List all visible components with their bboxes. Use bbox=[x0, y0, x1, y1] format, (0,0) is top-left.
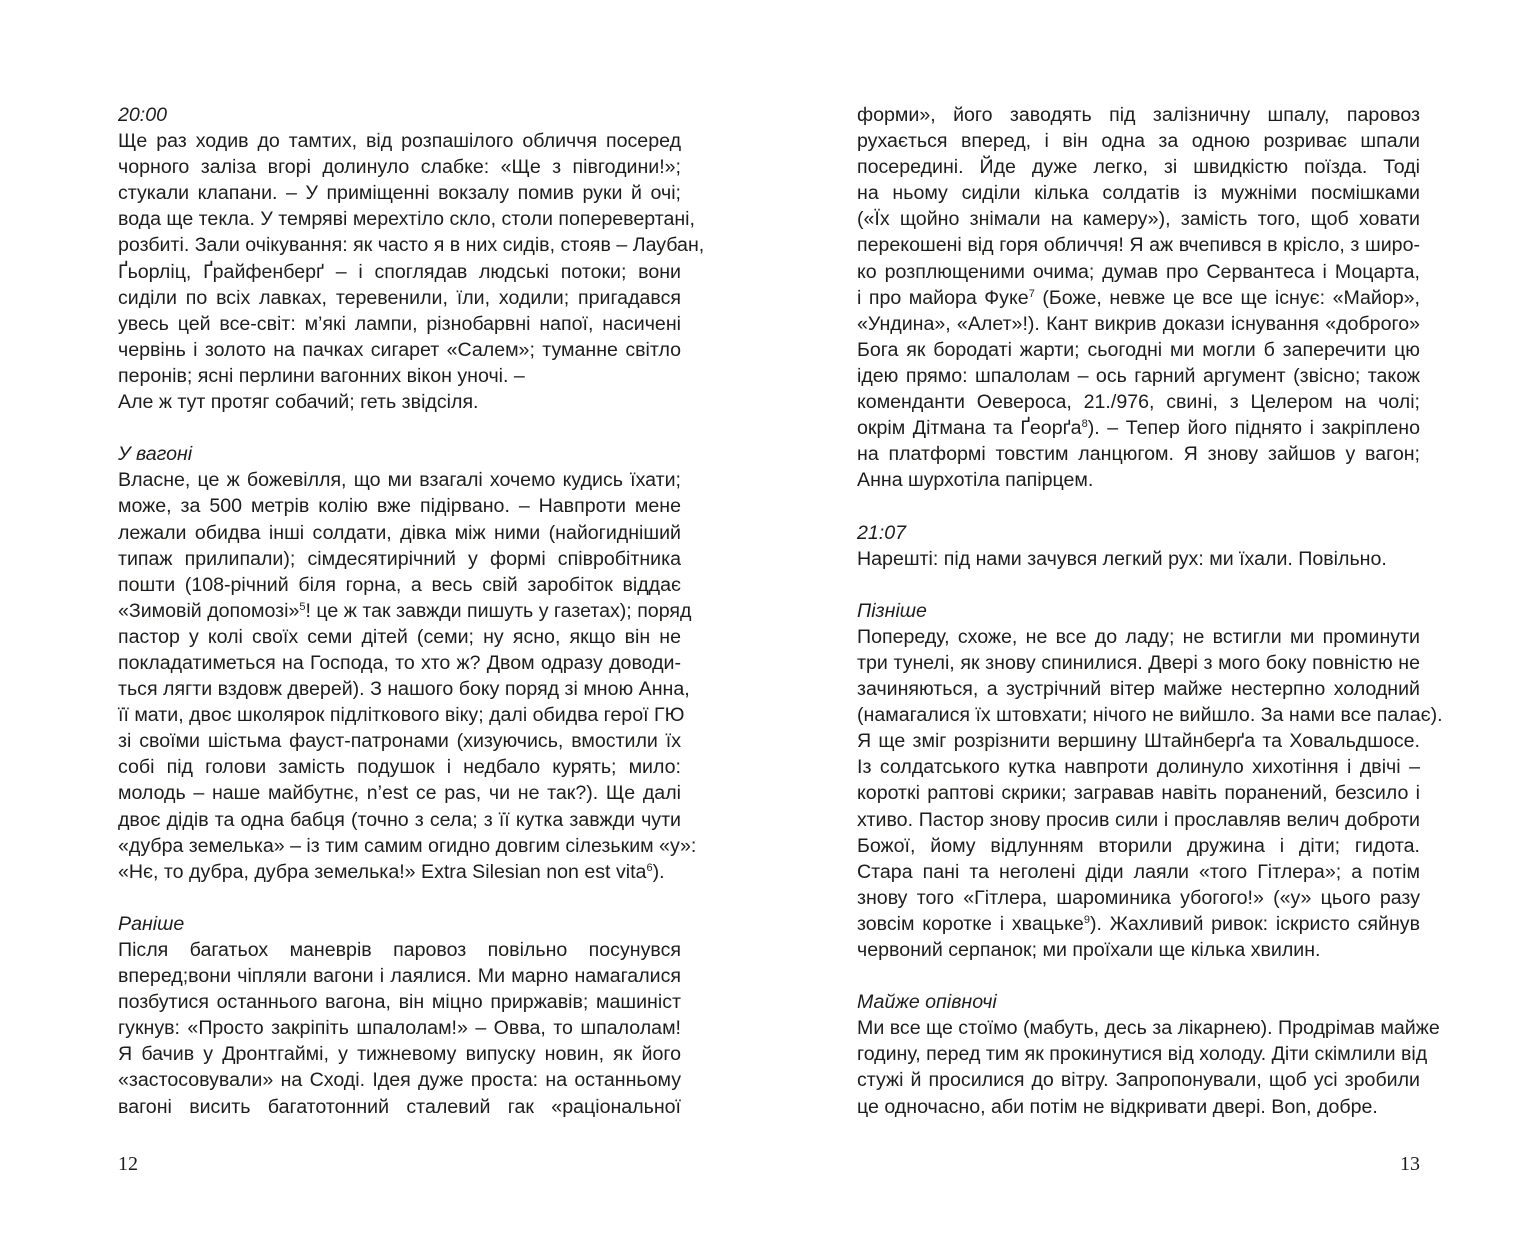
text-line: ко розплющеними очима; думав про Сервантеса і Моцарта, bbox=[857, 260, 1420, 283]
text-line: Попереду, схоже, не все до ладу; не встигли ми проминути bbox=[857, 625, 1420, 648]
text-line: пошти (108-річний біля горна, а весь свій заробіток віддає bbox=[118, 573, 681, 596]
text-line: її мати, двоє школярок підліткового віку; далі обидва герої ГЮ bbox=[118, 704, 685, 727]
footnote-marker: 9 bbox=[1083, 913, 1090, 926]
text-line: типаж прилипали); сімдесятирічний у формі співробітника bbox=[118, 547, 681, 570]
text-line: Я ще зміг розрізнити вершину Штайнберґа та Ховальдшосе. bbox=[857, 730, 1420, 753]
paragraph-gap bbox=[118, 415, 681, 441]
paragraph-gap bbox=[857, 493, 1420, 519]
paragraph-gap bbox=[857, 572, 1420, 598]
right-page bbox=[857, 0, 1443, 1240]
text-line: стукали клапани. – У приміщенні вокзалу помив руки й очі; bbox=[118, 182, 681, 205]
text-line: перонів; ясні перлини вагонних вікон уночі. – bbox=[118, 364, 525, 387]
text-line: Анна шурхотіла папірцем. bbox=[857, 469, 1094, 492]
text-line: перекошені від горя обличчя! Я аж вчепився в крісло, з широ- bbox=[857, 234, 1420, 257]
text-line: Я бачив у Дронтгаймі, у тижневому випуску новин, як його bbox=[118, 1043, 681, 1066]
text-line: «Ундина», «Алет»!). Кант викрив докази існування «доброго» bbox=[857, 312, 1420, 335]
text-line: лежали обидва інші солдати, дівка між ними (найогидніший bbox=[118, 521, 681, 544]
page-number: 13 bbox=[1400, 1153, 1420, 1175]
text-line: знову того «Гітлера, шароминика убогого!» («у» цього разу bbox=[857, 886, 1420, 909]
text-line: собі під голови замість подушок і недбало курять; мило: bbox=[118, 756, 681, 779]
text-line: (намагалися їх штовхати; нічого не вийшло. За нами все палає). bbox=[857, 704, 1443, 727]
text-line: Божої, йому відлунням вторили дружина і діти; гидота. bbox=[857, 834, 1420, 857]
text-line: пастор у колі своїх семи дітей (семи; ну ясно, якщо він не bbox=[118, 625, 681, 648]
text-line: окрім Дітмана та Ґеорґа$^8$). – Тепер його піднято і закріплено bbox=[857, 417, 1420, 440]
text-line: три тунелі, як знову спинилися. Двері з мого боку повністю не bbox=[857, 651, 1420, 674]
text-line: увесь цей все-світ: м’які лампи, різнобарвні напої, насичені bbox=[118, 312, 681, 335]
text-line: ідею прямо: шпалолам – ось гарний аргумент (звісно; також bbox=[857, 364, 1420, 387]
text-line: сиділи по всіх лавках, теревенили, їли, ходили; пригадався bbox=[118, 286, 681, 309]
text-line: двоє дідів та одна бабця (точно з села; з її кутка завжди чути bbox=[118, 808, 681, 831]
section-heading: У вагоні bbox=[118, 443, 193, 466]
text-line: зачиняються, а зустрічний вітер майже нестерпно холодний bbox=[857, 678, 1420, 701]
text-line: червінь і золото на пачках сигарет «Салем»; туманне світло bbox=[118, 338, 681, 361]
text-line: Ще раз ходив до тамтих, від розпашілого обличчя посеред bbox=[118, 130, 681, 153]
footnote-marker: 7 bbox=[1028, 287, 1035, 300]
left-page-text bbox=[118, 102, 705, 1120]
text-line: може, за 500 метрів колію вже підірвано. – Навпроти мене bbox=[118, 495, 681, 518]
text-line: розбиті. Зали очікування: як часто я в них сидів, стояв – Лаубан, bbox=[118, 234, 705, 257]
text-line: вперед;вони чіпляли вагони і лаялися. Ми марно намагалися bbox=[118, 965, 681, 988]
text-line: форми», його заводять під залізничну шпалу, паровоз bbox=[857, 104, 1420, 126]
text-line: Після багатьох маневрів паровоз повільно посунувся bbox=[118, 939, 681, 961]
text-line: Стара пані та неголені діди лаяли «того Гітлера»; а потім bbox=[857, 860, 1420, 883]
text-line: і про майора Фуке$^7$ (Боже, невже це все ще існує: «Майор», bbox=[857, 286, 1421, 309]
text-line: Із солдатського кутка навпроти долинуло хихотіння і двічі – bbox=[857, 756, 1420, 779]
text-line: на ньому сиділи кілька солдатів із мужніми посмішками bbox=[857, 182, 1420, 205]
text-line: «дубра земелька» – із тим самим огидно довгим сілезьким «у»: bbox=[118, 834, 697, 857]
text-line: покладатиметься на Господа, то хто ж? Двом одразу доводи- bbox=[118, 651, 681, 674]
text-line: рухається вперед, і він одна за одною розриває шпали bbox=[857, 130, 1420, 153]
text-line: вода ще текла. У темряві мерехтіло скло, столи поперевертані, bbox=[118, 208, 695, 231]
text-line: «застосовували» на Сході. Ідея дуже проста: на останньому bbox=[118, 1069, 681, 1092]
text-line: на платформі товстим ланцюгом. Я знову зайшов у вагон; bbox=[857, 443, 1420, 466]
text-line: стужі й просилися до вітру. Запропонували, щоб усі зробили bbox=[857, 1069, 1420, 1092]
text-line: Власне, це ж божевілля, що ми взагалі хочемо кудись їхати; bbox=[118, 469, 681, 492]
text-line: це одночасно, аби потім не відкривати двері. Bon, добре. bbox=[857, 1095, 1378, 1118]
text-line: позбутися останнього вагона, він міцно приржавів; машиніст bbox=[118, 991, 681, 1014]
section-heading: Раніше bbox=[118, 912, 185, 935]
text-line: вагоні висить багатотонний сталевий гак «раціональної bbox=[118, 1095, 681, 1118]
text-line: Ми все ще стоїмо (мабуть, десь за лікарнею). Продрімав майже bbox=[857, 1017, 1440, 1040]
paragraph-gap bbox=[118, 885, 681, 911]
right-page-text bbox=[857, 102, 1443, 1120]
section-heading: Майже опівночі bbox=[857, 991, 997, 1014]
text-line: ться лягти вздовж дверей). З нашого боку поряд зі мною Анна, bbox=[118, 678, 690, 701]
paragraph-gap bbox=[857, 963, 1420, 989]
left-page bbox=[118, 0, 705, 1240]
text-line: «Зимовій допомозі»$^5$! це ж так завжди пишуть у газетах); поряд bbox=[118, 599, 692, 622]
section-heading: Пізніше bbox=[857, 599, 927, 622]
text-line: Бога як бородаті жарти; сьогодні ми могли б заперечити цю bbox=[857, 338, 1420, 361]
page-number: 12 bbox=[118, 1153, 138, 1175]
text-line: червоний серпанок; ми проїхали ще кілька хвилин. bbox=[857, 939, 1321, 961]
text-line: зі своїми шістьма фауст-патронами (хизуючись, вмостили їх bbox=[118, 730, 681, 753]
text-line: зовсім коротке і хвацьке$^9$). Жахливий ривок: іскристо сяйнув bbox=[857, 912, 1421, 935]
text-line: Але ж тут протяг собачий; геть звідсіля. bbox=[118, 391, 479, 414]
text-line: годину, перед тим як прокинутися від холоду. Діти скімлили від bbox=[857, 1043, 1428, 1066]
text-line: молодь – наше майбутнє, n’est ce pas, чи не так?). Ще далі bbox=[118, 782, 681, 805]
text-line: Ґьорліц, Ґрайфенберґ – і споглядав людські потоки; вони bbox=[118, 260, 681, 283]
footnote-marker: 5 bbox=[299, 600, 306, 613]
footnote-marker: 6 bbox=[646, 861, 653, 874]
text-line: Нарешті: під нами зачувся легкий рух: ми їхали. Повільно. bbox=[857, 547, 1387, 570]
text-line: чорного заліза вгорі долинуло слабке: «Ще з півгодини!»; bbox=[118, 156, 681, 179]
section-heading: 20:00 bbox=[118, 104, 168, 126]
text-line: гукнув: «Просто закріпіть шпалолам!» – Овва, то шпалолам! bbox=[118, 1017, 681, 1040]
footnote-marker: 8 bbox=[1081, 418, 1088, 431]
text-line: («Їх щойно знімали на камеру»), замість того, щоб ховати bbox=[857, 208, 1420, 231]
text-line: коменданти Оевероса, 21./976, свині, з Целером на чолі; bbox=[857, 391, 1420, 414]
text-line: посередині. Йде дуже легко, зі швидкістю поїзда. Тоді bbox=[857, 156, 1420, 179]
text-line: «Нє, то дубра, дубра земелька!» Extra Silesian non est vita$^6$). bbox=[118, 860, 665, 883]
section-heading: 21:07 bbox=[857, 521, 907, 544]
text-line: короткі раптові скрики; загравав навіть поранений, безсило і bbox=[857, 782, 1420, 805]
text-line: хтиво. Пастор знову просив сили і прославляв велич доброти bbox=[857, 808, 1420, 831]
